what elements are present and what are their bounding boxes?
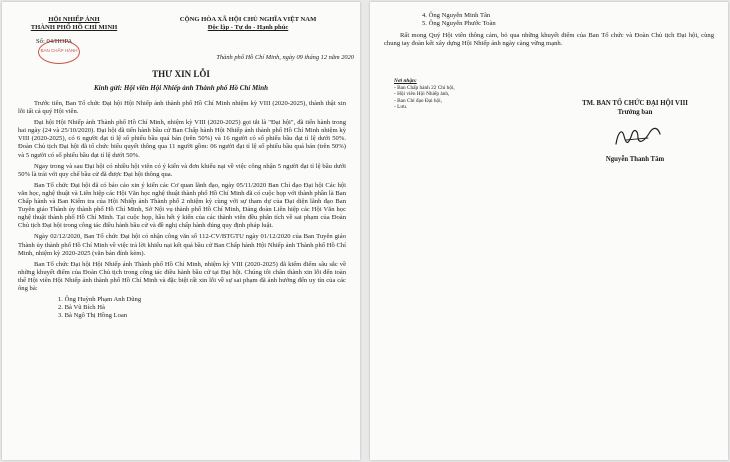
paragraph: Đại hội Hội Nhiếp ảnh Thành phố Hồ Chí Minh, nhiệm kỳ VIII (2020-2025) gọi tắt là "Đại hội", đã tiến hành trong hai ngày (24 và 25/10/2020). Đại hội đã tiến hành bầu cử Ban Chấp hành Hội Nhiếp ảnh thành phố Hồ Chí Minh nhiệm kỳ VIII (2020-2025), có 6 người đạt tỉ lệ số phiếu bầu quá bán (trên 50%) và 16 người có số phiếu bầu đạt tỉ lệ dưới 50%. Đoàn Chủ tịch Đại hội đã tổ chức biểu quyết thông qua 11 người gồm: 06 người đạt tỉ lệ số phiếu bầu quá bán (trên 50%) và 5 người có số phiếu bầu đạt tỉ lệ dưới 50%. [18,119,346,159]
org-name-line1: HỘI NHIẾP ẢNH [48,16,100,23]
paragraph: Ngay trong và sau Đại hội có nhiều hội viên có ý kiến và đơn khiếu nại về việc công nhận 5 người đạt tỉ lệ bầu dưới 50% là trái với quy chế bầu cử đã được Đại hội thông qua. [18,162,346,178]
recipients-block [394,78,534,111]
signature-role: Trưởng ban [617,108,653,116]
list-item: 5. Ông Nguyễn Phước Toàn [422,20,496,28]
people-list-continued [422,12,496,28]
org-name-line2: THÀNH PHỐ HỒ CHÍ MINH [30,24,118,31]
paragraph: Ban Tổ chức Đại hội đã có báo cáo xin ý kiến các Cơ quan lãnh đạo, ngày 05/11/2020 Ban Chỉ đạo Đại hội Các hội văn học, nghệ thuật và Liên hiệp các Hội Văn học nghệ thuật thành phố Hồ Chí Minh đã có cuộc họp với thành phần là Ban Chấp hành và Ban Kiểm tra của Hội Nhiếp ảnh Thành phố 2 nhiệm kỳ cùng với sự tham dự của Đại diện lãnh đạo Ban Tuyên giáo Thành ủy thành phố Hồ Chí Minh, Sở Nội vụ thành phố Hồ Chí Minh, Đảng đoàn Liên hiệp các Hội Văn học nghệ thuật thành phố Hồ Chí Minh. Tại cuộc họp, hầu hết ý kiến của các thành viên đều phân tích về sai phạm của Đoàn Chủ tịch Đại hội trong công tác điều hành bầu cử và đề nghị chấp hành đúng quy định pháp luật. [18,181,346,230]
stamp-text: BAN CHẤP HÀNH [40,48,78,53]
paragraph: Ban Tổ chức Đại hội Hội Nhiếp ảnh Thành phố Hồ Chí Minh, nhiệm kỳ VIII (2020-2025) đã kiểm điểm sâu sắc về những khuyết điểm của Đoàn Chủ tịch trong công tác điều hành bầu cử tại Đại hội. Chúng tôi chân thành xin lỗi đến toàn thể Hội viên Hội Nhiếp ảnh thành phố Hồ Chí Minh và đặc biệt rất xin lỗi về sự sai phạm đã ảnh hưởng đến uy tín của các ông bà: [18,260,346,292]
national-motto: Độc lập - Tự do - Hạnh phúc [207,24,289,31]
recipient-item: - Ban Chỉ đạo Đại hội, [394,97,442,104]
people-list [58,296,346,320]
letter-page-1 [2,2,360,460]
recipient-item: - Ban Chấp hành 22 Chi hội, [394,84,455,91]
handwritten-signature [608,122,668,152]
signature-organization: TM. BAN TỔ CHỨC ĐẠI HỘI VIII [582,100,688,107]
signer-name: Nguyễn Thanh Tâm [605,156,665,163]
letter-greeting: Kính gửi: Hội viên Hội Nhiếp ảnh Thành phố Hồ Chí Minh [94,84,268,92]
recipient-item: - Lưu. [394,104,408,110]
signature-block [560,100,710,117]
list-item: 3. Bà Ngô Thị Hồng Loan [58,312,128,320]
recipients-title: Nơi nhận: [394,78,417,84]
date-line: Thành phố Hồ Chí Minh, ngày 09 tháng 12 năm 2020 [216,54,354,61]
org-name [14,16,134,32]
list-item: 1. Ông Huỳnh Phạm Anh Dũng [58,296,142,304]
national-header [142,16,354,32]
closing-paragraph: Rất mong Quý Hội viên thông cảm, bỏ qua những khuyết điểm của Ban Tổ chức và Đoàn Chủ tịch Đại hội, cùng chung tay đoàn kết xây dựng Hội Nhiếp ảnh ngày càng vững mạnh. [384,32,714,48]
list-item: 2. Bà Vũ Bích Hà [58,304,105,312]
letter-body [18,100,346,320]
paragraph: Trước tiên, Ban Tổ chức Đại hội Hội Nhiếp ảnh thành phố Hồ Chí Minh nhiệm kỳ VIII (2020-2025), thành thật xin lỗi tất cả quý Hội viên. [18,100,346,116]
document-number: Số: 04/HOPA [36,38,73,45]
recipient-item: - Hội viên Hội Nhiếp ảnh, [394,91,450,97]
paragraph: Ngày 02/12/2020, Ban Tổ chức Đại hội có nhận công văn số 112-CV/BTGTU ngày 01/12/2020 của Ban Tuyên giáo Thành ủy thành phố Hồ Chí Minh về việc trả lời khiếu nại kết quả bầu cử Ban Chấp hành Hội Nhiếp ảnh Thành phố Hồ Chí Minh, nhiệm kỳ 2020-2025 (văn bản đính kèm). [18,233,346,257]
official-stamp [38,40,80,64]
national-title: CỘNG HÒA XÃ HỘI CHỦ NGHĨA VIỆT NAM [179,16,317,23]
letter-page-2 [370,2,728,460]
list-item: 4. Ông Nguyễn Minh Tân [422,12,491,19]
letter-title: THƯ XIN LỖI [152,69,210,79]
